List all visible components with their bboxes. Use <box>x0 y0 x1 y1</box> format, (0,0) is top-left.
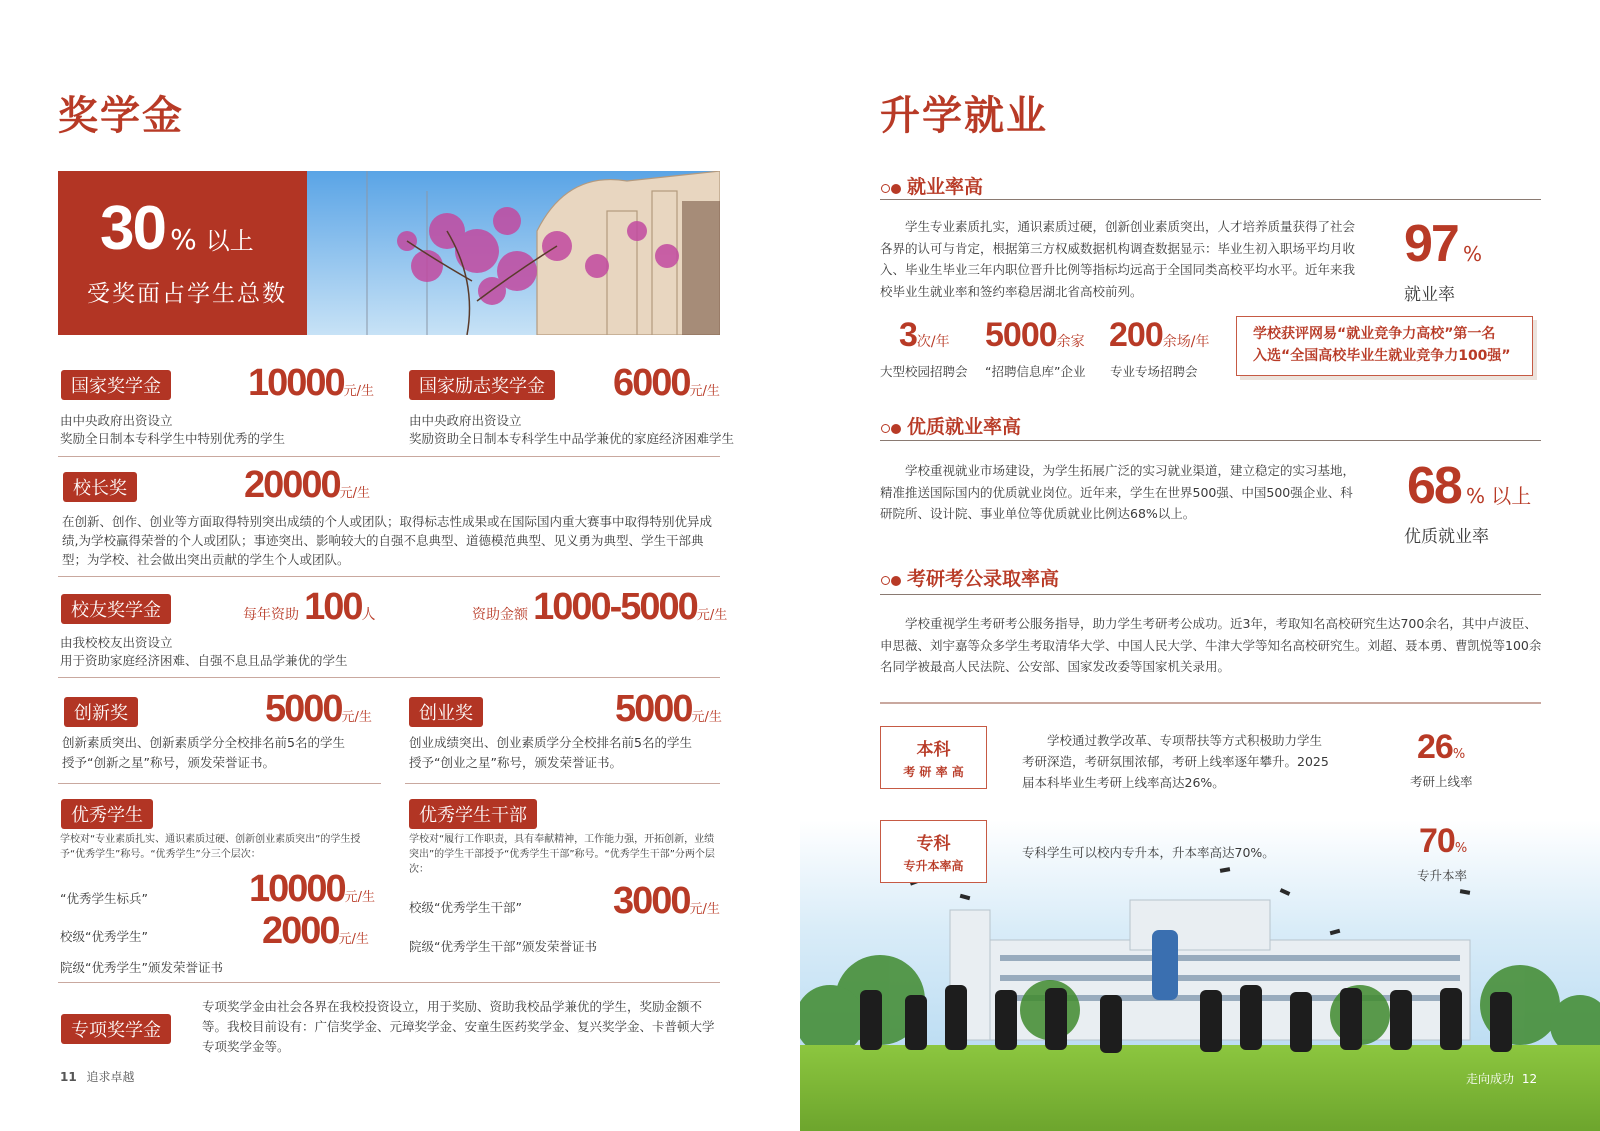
footer-text: 走向成功 <box>1466 1072 1515 1086</box>
hero-percent: % <box>170 223 197 256</box>
college-stat-label: 专升本率 <box>1417 868 1468 883</box>
divider <box>58 456 720 457</box>
mini-stat-unit: 次/年 <box>916 334 950 350</box>
undergrad-stat-group <box>1417 728 1465 767</box>
alumni-amount: 1000-5000 <box>533 586 697 628</box>
unit-label: 元/生 <box>341 710 372 725</box>
excellent-desc: 学校对“专业素质扎实、通识素质过硬、创新创业素质突出”的学生授予“优秀学生”称号。“优秀学生”分三个层次： <box>60 834 361 860</box>
excellent-r1-group <box>249 868 375 911</box>
excellent-r2-group <box>262 910 369 953</box>
dot-icon <box>891 424 901 434</box>
hero-number: 30 <box>100 194 165 263</box>
startup-amount: 5000 <box>615 688 692 730</box>
alumni-count-label: 每年资助 <box>243 607 299 623</box>
innovate-line2: 授予“创新之星”称号，颁发荣誉证书。 <box>62 755 275 770</box>
award-line2: 入选“全国高校毕业生就业竞争力100强” <box>1253 348 1511 364</box>
college-sublabel: 专升本率高 <box>903 859 964 873</box>
alumni-amount-group <box>472 586 727 629</box>
unit-label: 元/生 <box>338 932 369 947</box>
s2-stat-label: 优质就业率 <box>1404 527 1489 547</box>
hero-stat-box <box>58 171 307 335</box>
college-stat-group <box>1419 822 1467 861</box>
divider <box>880 440 1541 441</box>
divider <box>58 783 381 784</box>
excellent-r3-label: 院级“优秀学生”颁发荣誉证书 <box>60 960 223 975</box>
mini-stat-1 <box>899 316 950 355</box>
president-amount-group <box>244 464 370 507</box>
undergrad-text: 学校通过教学改革、专项帮扶等方式积极助力学生考研深造，考研氛围浓郁，考研上线率逐年攀升。2025届本科毕业生考研上线率高达26%。 <box>1022 733 1329 790</box>
section-title: 就业率高 <box>907 176 984 198</box>
section-title: 考研考公录取率高 <box>907 568 1060 590</box>
inspire-amount: 6000 <box>613 362 690 404</box>
mini-stat-3 <box>1109 316 1209 355</box>
mini-stat-number: 200 <box>1109 316 1163 354</box>
tag-alumni-scholarship: 校友奖学金 <box>61 594 171 624</box>
alumni-count: 100 <box>304 586 362 628</box>
section-header-grad-civil <box>881 564 1059 591</box>
tag-startup-award: 创业奖 <box>409 697 483 727</box>
right-footer <box>1466 1070 1537 1087</box>
divider <box>880 199 1541 200</box>
campus-photo <box>307 171 720 335</box>
left-footer <box>60 1068 135 1085</box>
s1-stat-unit: % <box>1462 242 1482 266</box>
undergrad-label-box <box>880 726 987 789</box>
hero-suffix: 以上 <box>205 227 254 255</box>
mini-stat-1-label: 大型校园招聘会 <box>880 364 968 379</box>
college-stat: 70 <box>1419 822 1455 860</box>
college-text: 专科学生可以校内专升本，升本率高达70%。 <box>1022 845 1275 860</box>
unit-label: 元/生 <box>689 384 720 399</box>
cadre-r2-label: 院级“优秀学生干部”颁发荣誉证书 <box>409 939 597 954</box>
tag-president-award: 校长奖 <box>63 472 137 502</box>
undergrad-stat: 26 <box>1417 728 1453 766</box>
unit-label: 元/生 <box>339 486 371 501</box>
s3-text: 学校重视学生考研考公服务指导，助力学生考研考公成功。近3年，考取知名高校研究生达700余名，其中卢波臣、申思薇、刘宇嘉等众多学生考取清华大学、中国人民大学、牛津大学等知名高校研究生。刘超、聂本勇、曹凯悦等100余名同学被最高人民法院、公安部、国家发改委等国家机关录用。 <box>880 616 1542 674</box>
section-header-employment-rate <box>881 172 983 199</box>
cadre-desc: 学校对“履行工作职责，具有奉献精神，工作能力强，开拓创新，业绩突出”的学生干部授予“优秀学生干部”称号。“优秀学生干部”分两个层次： <box>409 834 715 875</box>
innovate-amount: 5000 <box>265 688 342 730</box>
mini-stat-number: 5000 <box>985 316 1057 354</box>
special-text: 专项奖学金由社会各界在我校投资设立，用于奖励、资助我校品学兼优的学生，奖励金额不等。我校目前设有：广信奖学金、元璋奖学金、安童生医药奖学金、复兴奖学金、卡普顿大学专项奖学金等。 <box>202 999 715 1054</box>
tag-inspire-scholarship: 国家励志奖学金 <box>409 370 555 400</box>
excellent-r2-label: 校级“优秀学生” <box>60 929 148 944</box>
award-line1: 学校获评网易“就业竞争力高校”第一名 <box>1253 326 1496 342</box>
s1-text: 学生专业素质扎实，通识素质过硬，创新创业素质突出，人才培养质量获得了社会各界的认可与肯定，根据第三方权威数据机构调查数据显示：毕业生初入职场平均月收入、毕业生毕业三年内职位晋升比例等指标均远高于全国同类高校平均水平。近年来我校毕业生就业率和签约率稳居湖北省高校前列。 <box>880 219 1356 299</box>
page-title-employment: 升学就业 <box>880 93 1048 139</box>
college-label: 专科 <box>916 834 951 854</box>
excellent-r2-amount: 2000 <box>262 910 339 952</box>
page-number: 11 <box>60 1070 77 1084</box>
innovate-line1: 创新素质突出、创新素质学分全校排名前5名的学生 <box>62 735 345 750</box>
tag-innovation-award: 创新奖 <box>64 697 138 727</box>
inspire-amount-group <box>613 362 720 405</box>
page-number: 12 <box>1521 1072 1538 1086</box>
page-title-scholarship: 奖学金 <box>58 93 184 139</box>
unit-label: 元/生 <box>343 384 375 399</box>
alumni-amt-label: 资助金额 <box>472 607 528 623</box>
alumni-line1: 由我校校友出资设立 <box>60 635 173 650</box>
mini-stat-unit: 余家 <box>1056 334 1085 350</box>
divider <box>58 982 720 983</box>
divider <box>880 594 1541 595</box>
unit-label: 元/生 <box>689 902 720 917</box>
mini-stat-2-label: “招聘信息库”企业 <box>985 364 1086 379</box>
cadre-r1-amount: 3000 <box>613 880 690 922</box>
tag-special-scholarship: 专项奖学金 <box>61 1014 171 1044</box>
mini-stat-number: 3 <box>899 316 917 354</box>
circle-icon <box>881 424 890 433</box>
unit-label: 元/生 <box>691 710 722 725</box>
alumni-count-group <box>243 586 376 629</box>
cadre-r1-group <box>613 880 720 923</box>
mini-stat-2 <box>985 316 1085 355</box>
s2-text: 学校重视就业市场建设，为学生拓展广泛的实习就业渠道，建立稳定的实习基地，精准推送国际国内的优质就业岗位。近年来，学生在世界500强、中国500强企业、科研院所、设计院、事业单位等优质就业比例达68%以上。 <box>880 463 1356 521</box>
circle-icon <box>881 184 890 193</box>
dot-icon <box>891 576 901 586</box>
undergrad-stat-label: 考研上线率 <box>1410 774 1473 789</box>
unit-label: 元/生 <box>344 890 376 905</box>
divider <box>880 702 1541 704</box>
excellent-r1-amount: 10000 <box>249 868 345 910</box>
footer-text: 追求卓越 <box>86 1070 135 1084</box>
divider <box>405 783 720 784</box>
s1-stat: 97 <box>1404 215 1458 273</box>
national-amount-group <box>248 362 374 405</box>
divider <box>58 576 720 577</box>
cadre-r1-label: 校级“优秀学生干部” <box>409 900 522 915</box>
s1-stat-group <box>1404 214 1482 274</box>
s2-stat: 68 <box>1407 457 1461 515</box>
s2-stat-unit: % 以上 <box>1465 484 1532 508</box>
alumni-count-unit: 人 <box>361 607 376 623</box>
circle-icon <box>881 576 890 585</box>
president-text: 在创新、创作、创业等方面取得特别突出成绩的个人或团队；取得标志性成果或在国际国内重大赛事中取得特别优异成绩,为学校赢得荣誉的个人或团队；事迹突出、影响较大的自强不息典型、道德模范典型、见义勇为典型、学生干部典型；为学校、社会做出突出贡献的学生个人或团队。 <box>62 514 713 567</box>
college-label-box <box>880 820 987 883</box>
mini-stat-3-label: 专业专场招聘会 <box>1110 364 1198 379</box>
national-line2: 奖励全日制本专科学生中特别优秀的学生 <box>60 431 286 446</box>
president-amount: 20000 <box>244 464 340 506</box>
s1-stat-label: 就业率 <box>1404 285 1455 305</box>
s2-stat-group <box>1407 456 1531 516</box>
national-line1: 由中央政府出资设立 <box>60 413 173 428</box>
hero-subtitle: 受奖面占学生总数 <box>87 281 287 307</box>
undergrad-label: 本科 <box>916 740 951 760</box>
national-amount: 10000 <box>248 362 344 404</box>
section-title: 优质就业率高 <box>907 416 1022 438</box>
excellent-r1-label: “优秀学生标兵” <box>60 891 148 906</box>
award-box <box>1236 316 1533 376</box>
undergrad-stat-unit: % <box>1452 747 1466 762</box>
divider <box>58 677 720 678</box>
tag-national-scholarship: 国家奖学金 <box>61 370 171 400</box>
inspire-line1: 由中央政府出资设立 <box>409 413 522 428</box>
section-header-quality-employment <box>881 412 1021 439</box>
startup-amount-group <box>615 688 722 731</box>
tag-excellent-cadre: 优秀学生干部 <box>409 799 537 829</box>
unit-label: 元/生 <box>696 608 728 623</box>
startup-line1: 创业成绩突出、创业素质学分全校排名前5名的学生 <box>409 735 692 750</box>
college-stat-unit: % <box>1454 841 1468 856</box>
tag-excellent-student: 优秀学生 <box>61 799 153 829</box>
alumni-line2: 用于资助家庭经济困难、自强不息且品学兼优的学生 <box>60 653 348 668</box>
undergrad-sublabel: 考 研 率 高 <box>903 765 964 779</box>
dot-icon <box>891 184 901 194</box>
startup-line2: 授予“创业之星”称号，颁发荣誉证书。 <box>409 755 622 770</box>
mini-stat-unit: 余场/年 <box>1162 334 1210 350</box>
innovate-amount-group <box>265 688 372 731</box>
inspire-line2: 奖励资助全日制本专科学生中品学兼优的家庭经济困难学生 <box>409 431 735 446</box>
